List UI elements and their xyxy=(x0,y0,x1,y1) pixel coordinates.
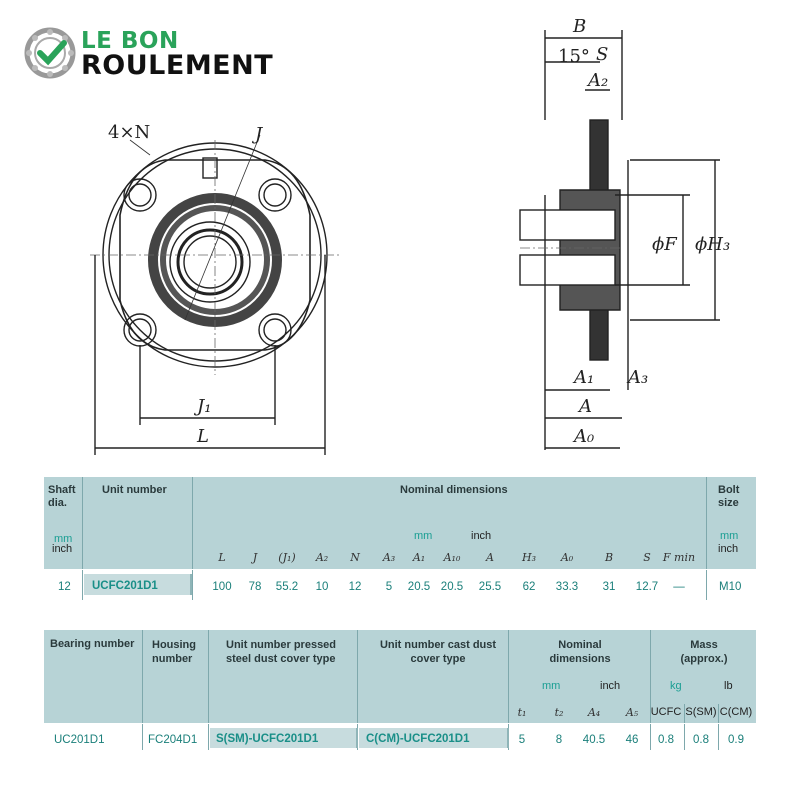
header-housing: Housing number xyxy=(152,639,196,665)
column-label: C(CM) xyxy=(719,706,753,718)
divider xyxy=(82,477,83,600)
label-a1: A₁ xyxy=(574,367,595,388)
label-holes: 4×N xyxy=(108,122,151,143)
label-l: L xyxy=(197,426,209,447)
dimension-value: 100 xyxy=(212,581,232,593)
header-mass: Mass (approx.) xyxy=(680,639,728,665)
column-label: A₄ xyxy=(587,706,601,719)
cast-value: C(CM)-UCFC201D1 xyxy=(366,733,470,745)
label-j1: J₁ xyxy=(197,396,212,417)
header-bolt: Bolt size xyxy=(718,484,740,509)
column-label: L xyxy=(218,551,226,564)
column-label: A₁ xyxy=(412,551,426,564)
header-nominal: Nominal dimensions xyxy=(400,484,508,496)
unit-kg: kg xyxy=(670,680,682,692)
front-view xyxy=(90,135,340,455)
column-label: F min xyxy=(662,551,696,564)
label-a0: A₀ xyxy=(574,426,595,447)
table2-value: 0.8 xyxy=(693,734,709,746)
dimension-value: 31 xyxy=(602,581,616,593)
divider xyxy=(44,723,756,724)
header-cast: Unit number cast dust cover type xyxy=(379,639,497,665)
housing-value: FC204D1 xyxy=(148,734,198,746)
header-unit-number: Unit number xyxy=(102,484,167,496)
dimension-value: 5 xyxy=(385,581,393,593)
unit-inch-bolt: inch xyxy=(718,543,739,555)
unit-mm-bolt: mm xyxy=(720,530,739,542)
dimension-value: 62 xyxy=(522,581,536,593)
label-a3: A₃ xyxy=(628,367,649,388)
column-label: A₅ xyxy=(625,706,639,719)
header-shaft: Shaft dia. xyxy=(48,484,76,509)
bolt-value: M10 xyxy=(719,581,742,593)
column-label: A₀ xyxy=(560,551,574,564)
column-label: J xyxy=(252,551,258,564)
brand-line2: ROULEMENT xyxy=(81,50,274,81)
column-label: H₃ xyxy=(521,551,536,564)
table2-value: 46 xyxy=(625,734,639,746)
divider xyxy=(192,477,193,600)
column-label: A xyxy=(486,551,494,564)
dimension-value: 33.3 xyxy=(555,581,579,593)
brand-line1: LE BON xyxy=(81,28,179,54)
unit-inch2: inch xyxy=(600,680,621,692)
dimension-value: 12 xyxy=(348,581,362,593)
dimension-value: 78 xyxy=(248,581,262,593)
column-label: t₂ xyxy=(554,706,564,719)
dimensions-table xyxy=(44,477,756,600)
dimension-value: 10 xyxy=(315,581,329,593)
column-label: A₁₀ xyxy=(443,551,461,564)
divider xyxy=(44,569,756,570)
label-h3: ϕH₃ xyxy=(695,234,731,255)
column-label: B xyxy=(604,551,614,564)
table2-value: 8 xyxy=(555,734,563,746)
table2-value: 40.5 xyxy=(582,734,606,746)
column-label: UCFC xyxy=(650,706,682,718)
dimension-value: 20.5 xyxy=(407,581,431,593)
column-label: A₂ xyxy=(315,551,329,564)
column-label: S xyxy=(643,551,651,564)
label-angle: 15° xyxy=(558,46,590,67)
unit-lb: lb xyxy=(724,680,733,692)
label-b: B xyxy=(573,16,587,37)
label-f: ϕF xyxy=(652,234,677,255)
table2-value: 0.8 xyxy=(658,734,674,746)
label-j: J xyxy=(255,124,263,145)
dimension-value: 25.5 xyxy=(478,581,502,593)
dimension-value: 55.2 xyxy=(275,581,299,593)
unit-mm-left: mm xyxy=(54,533,73,545)
column-label: t₁ xyxy=(517,706,527,719)
column-label: N xyxy=(350,551,360,564)
header-pressed: Unit number pressed steel dust cover type xyxy=(226,639,337,665)
divider xyxy=(208,630,209,750)
unit-inch-left: inch xyxy=(52,543,73,555)
column-label: (J₁) xyxy=(278,551,296,564)
label-a: A xyxy=(579,396,592,417)
bearing-value: UC201D1 xyxy=(54,734,105,746)
divider xyxy=(706,477,707,600)
dimension-value: — xyxy=(673,581,685,593)
column-label: A₃ xyxy=(382,551,396,564)
shaft-value: 12 xyxy=(58,581,71,593)
divider xyxy=(142,630,143,750)
unit-inch: inch xyxy=(471,530,492,542)
label-s: S xyxy=(596,44,609,65)
divider xyxy=(650,630,651,750)
dimension-value: 20.5 xyxy=(440,581,464,593)
header-bearing: Bearing number xyxy=(50,638,135,650)
dimension-value: 12.7 xyxy=(635,581,659,593)
label-a2: A₂ xyxy=(588,70,609,91)
header-nominal2: Nominal dimensions xyxy=(549,639,611,665)
bearing-table xyxy=(44,630,756,750)
pressed-value: S(SM)-UCFC201D1 xyxy=(216,733,319,745)
unit-mm: mm xyxy=(414,530,433,542)
side-view xyxy=(520,30,720,450)
column-label: S(SM) xyxy=(685,706,717,718)
unit-mm2: mm xyxy=(542,680,561,692)
unit-number-value: UCFC201D1 xyxy=(92,580,158,592)
table2-value: 5 xyxy=(518,734,526,746)
table2-value: 0.9 xyxy=(728,734,744,746)
